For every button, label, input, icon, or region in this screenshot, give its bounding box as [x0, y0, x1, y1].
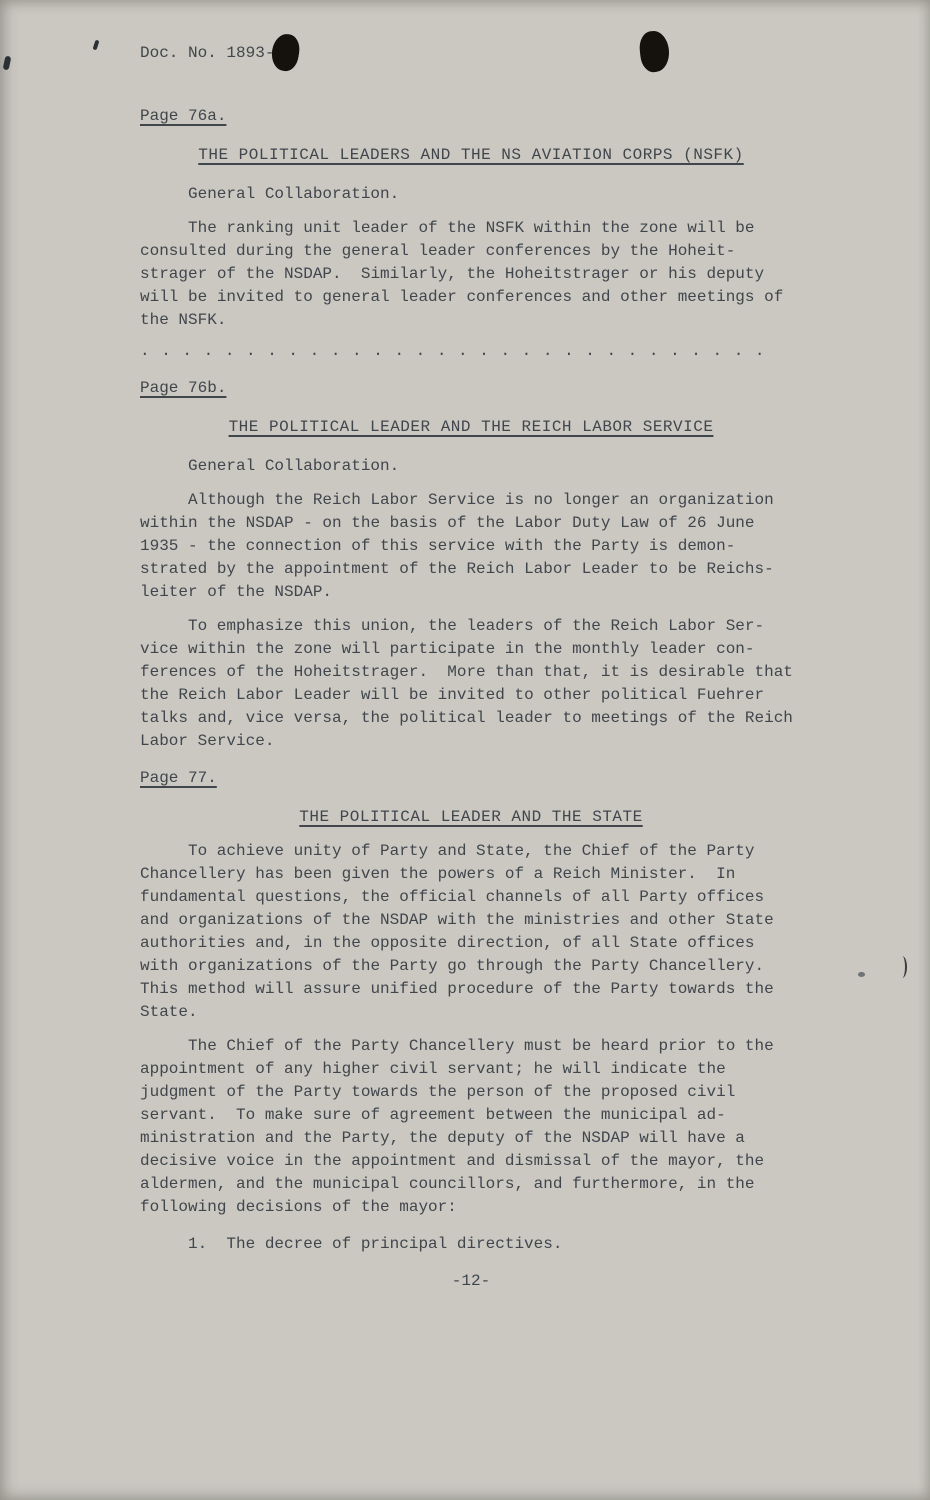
- paragraph: To achieve unity of Party and State, the Chief of the Party Chancellery has been given the powers of a Reich Minister. In fundamental questions, the official channels of all Party offices and organizations of the NSDAP with the ministries and other State authorities and, in the opposite direction, of all State offices with organizations of the Party go through the Party Chancellery. This method will assure unified procedure of the Party towards the State.: [140, 842, 784, 1021]
- paragraph: Although the Reich Labor Service is no longer an organization within the NSDAP - on the basis of the Labor Duty Law of 26 June 1935 - the connection of this service with the Party is demon-strated by the appointment of the Reich Labor Leader to be Reichs-leiter of the NSDAP.: [140, 491, 784, 601]
- dots-divider: . . . . . . . . . . . . . . . . . . . . . . . . . . . . . .: [140, 342, 766, 360]
- footer-page-number: -12-: [451, 1272, 491, 1290]
- paragraph: The ranking unit leader of the NSFK within the zone will be consulted during the general leader conferences by the Hoheit-strager of the NSDAP. Similarly, the Hoheitstrager or his deputy will be invited to general leader conferences and other meetings of the NSFK.: [140, 219, 793, 329]
- scan-artifact-right-paren: [899, 956, 907, 978]
- subheading-general-collaboration-2: General Collaboration.: [188, 457, 400, 475]
- page-label-76a: Page 76a.: [140, 107, 227, 125]
- scan-artifact-edge-tick: [3, 56, 12, 71]
- paragraph: The Chief of the Party Chancellery must be heard prior to the appointment of any higher civil servant; he will indicate the judgment of the Party towards the person of the proposed civil servant. To make sure of agreement between the municipal ad-ministration and the Party, the deputy of the NSDAP will have a decisive voice in the appointment and dismissal of the mayor, the aldermen, and the municipal councillors, and furthermore, in the following decisions of the mayor:: [140, 1037, 784, 1216]
- list-item-decree: 1. The decree of principal directives.: [188, 1235, 563, 1253]
- scan-artifact-right-speck: [858, 972, 865, 977]
- section-heading-state: THE POLITICAL LEADER AND THE STATE: [299, 808, 643, 826]
- subheading-general-collaboration-1: General Collaboration.: [188, 185, 400, 203]
- scan-artifact-apostrophe: [93, 40, 100, 51]
- paragraph: To emphasize this union, the leaders of the Reich Labor Ser-vice within the zone will participate in the monthly leader con-ferences of the Hoheitstrager. More than that, it is desirable that the Reich Labor Leader will be invited to other political Fuehrer talks and, vice versa, the political leader to meetings of the Reich Labor Service.: [140, 617, 803, 750]
- page-label-77: Page 77.: [140, 769, 217, 787]
- section-heading-nsfk: THE POLITICAL LEADERS AND THE NS AVIATION CORPS (NSFK): [198, 146, 744, 164]
- doc-number: Doc. No. 1893-: [140, 44, 275, 62]
- section-heading-reich-labor-service: THE POLITICAL LEADER AND THE REICH LABOR SERVICE: [228, 418, 714, 436]
- document-content: [140, 42, 802, 1293]
- page-label-76b: Page 76b.: [140, 379, 227, 397]
